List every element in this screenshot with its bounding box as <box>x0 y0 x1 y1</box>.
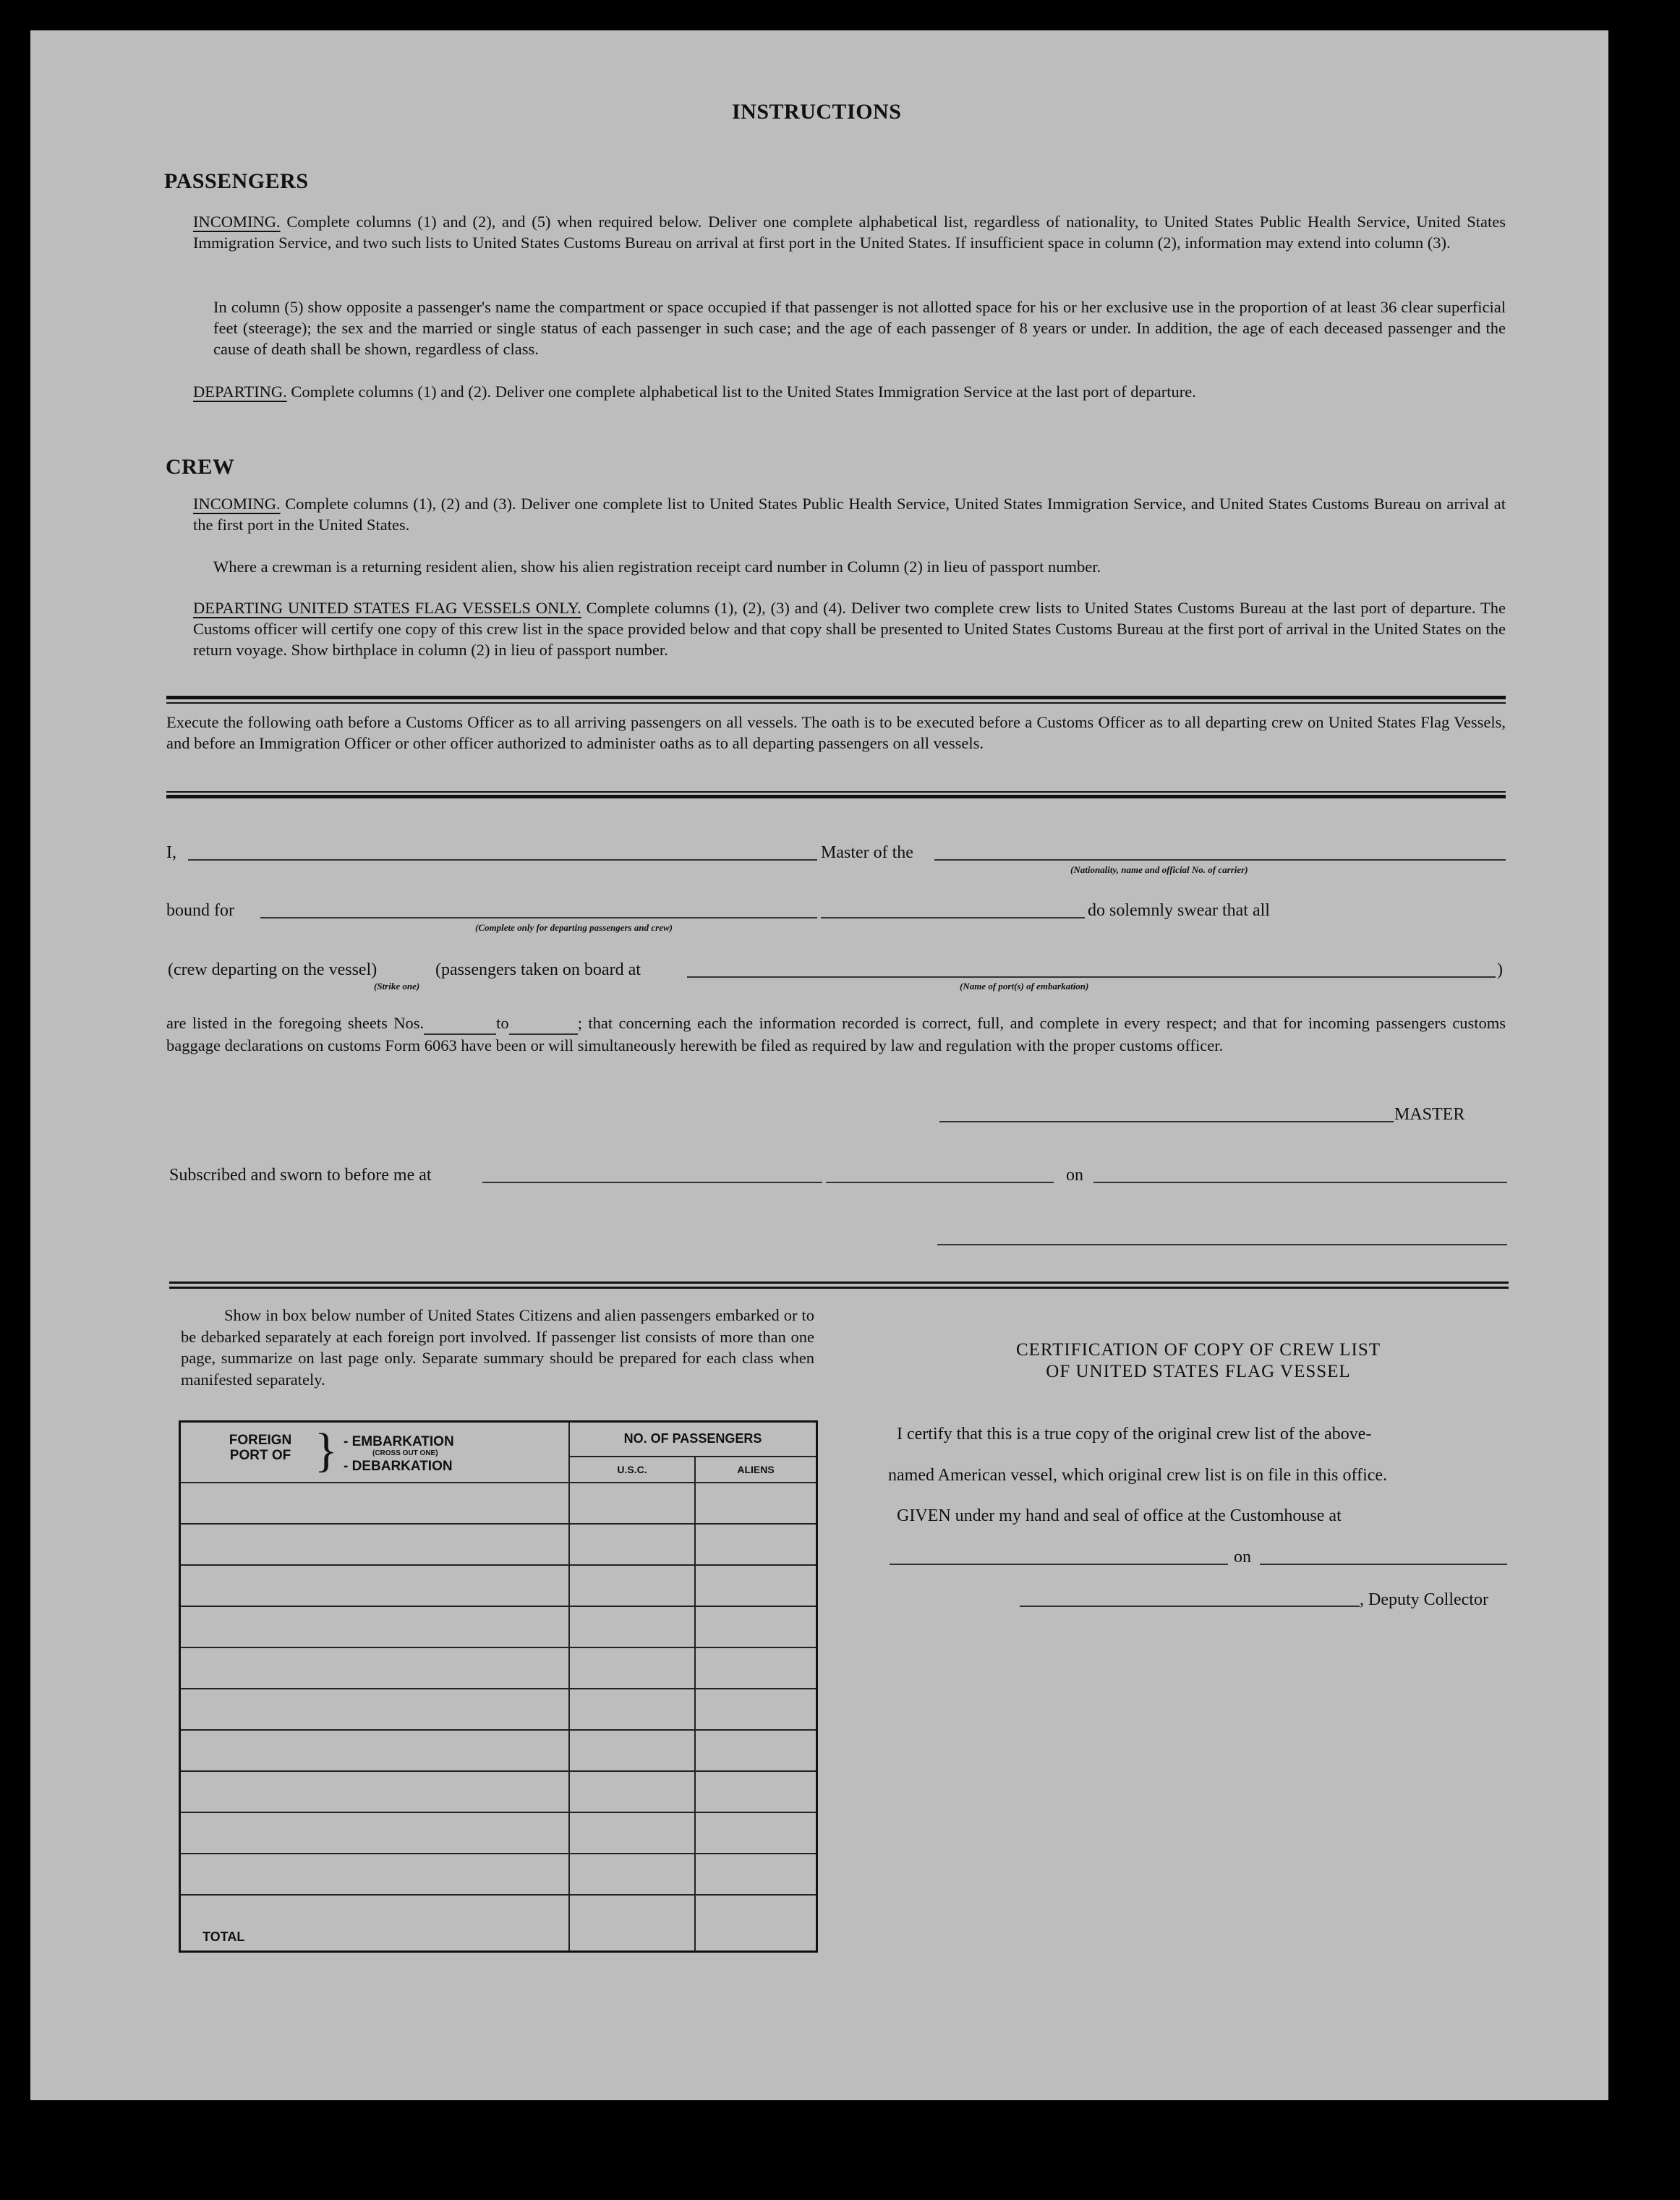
crew-incoming-label: INCOMING. <box>193 495 281 513</box>
divider-rule <box>169 1282 1509 1284</box>
port-header-cell <box>180 1422 570 1483</box>
sworn-place-field[interactable] <box>482 1182 822 1183</box>
vessel-name-field[interactable] <box>934 859 1506 861</box>
port-cell[interactable] <box>180 1730 570 1771</box>
aliens-total-cell[interactable] <box>695 1895 817 1952</box>
sheet-from-field[interactable] <box>424 1012 496 1035</box>
certification-title-line2: OF UNITED STATES FLAG VESSEL <box>1046 1362 1351 1381</box>
subscribed-label: Subscribed and sworn to before me at <box>169 1166 432 1185</box>
aliens-cell[interactable] <box>695 1730 817 1771</box>
ports-note: (Name of port(s) of embarkation) <box>960 981 1089 992</box>
debarkation-label: - DEBARKATION <box>344 1459 453 1474</box>
crew-departing-option[interactable]: (crew departing on the vessel) <box>168 960 378 979</box>
sworn-place-field-2[interactable] <box>826 1182 1054 1183</box>
port-cell[interactable] <box>180 1524 570 1565</box>
crew-incoming-paragraph <box>193 493 1506 535</box>
passengers-taken-option[interactable]: (passengers taken on board at <box>435 960 641 979</box>
bound-for-label: bound for <box>166 901 234 920</box>
aliens-cell[interactable] <box>695 1483 817 1524</box>
usc-total-cell[interactable] <box>569 1895 695 1952</box>
passengers-departing-text: Complete columns (1) and (2). Deliver one complete alphabetical list to the United States Immigration Service at the last port of departure. <box>286 383 1196 401</box>
given-text: GIVEN under my hand and seal of office at the Customhouse at <box>897 1506 1342 1525</box>
aliens-cell[interactable] <box>695 1524 817 1565</box>
divider-rule <box>166 791 1506 793</box>
aliens-cell[interactable] <box>695 1812 817 1854</box>
nationality-note: (Nationality, name and official No. of carrier) <box>1070 864 1248 875</box>
brace-glyph: } <box>315 1424 338 1477</box>
oath-instructions: Execute the following oath before a Customs Officer as to all arriving passengers on all vessels. The oath is to be executed before a Customs Officer as to all departing crew on United States Flag Vessels, and before an Immigration Officer or other officer authorized to administer oaths as to all departing passengers on all vessels. <box>166 713 1506 752</box>
passengers-departing-paragraph <box>193 381 1506 402</box>
crew-departing-paragraph <box>193 597 1506 660</box>
bound-for-field-2[interactable] <box>821 917 1085 918</box>
usc-cell[interactable] <box>569 1689 695 1730</box>
crew-incoming-text: Complete columns (1), (2) and (3). Deliver one complete list to United States Public Health Service, United States Immigration Service, and United States Customs Bureau on arrival at the first port in the United States. <box>193 495 1506 534</box>
aliens-cell[interactable] <box>695 1606 817 1647</box>
deputy-collector-label: , Deputy Collector <box>1360 1590 1488 1609</box>
usc-cell[interactable] <box>569 1854 695 1895</box>
port-cell[interactable] <box>180 1647 570 1689</box>
swear-text: do solemnly swear that all <box>1088 901 1270 920</box>
oath-listed-paragraph <box>166 1012 1506 1056</box>
bound-for-field[interactable] <box>260 917 817 918</box>
embarkation-label: - EMBARKATION <box>344 1434 454 1449</box>
crew-departing-label: DEPARTING UNITED STATES FLAG VESSELS ONLY. <box>193 599 581 617</box>
aliens-cell[interactable] <box>695 1689 817 1730</box>
passengers-incoming-paragraph <box>193 211 1506 253</box>
page-title: INSTRUCTIONS <box>732 100 902 124</box>
aliens-cell[interactable] <box>695 1647 817 1689</box>
total-label: TOTAL <box>180 1895 570 1952</box>
listed-prefix: are listed in the foregoing sheets Nos. <box>166 1014 425 1032</box>
port-cell[interactable] <box>180 1606 570 1647</box>
usc-cell[interactable] <box>569 1565 695 1606</box>
form-page <box>30 30 1608 2100</box>
usc-cell[interactable] <box>569 1606 695 1647</box>
port-cell[interactable] <box>180 1854 570 1895</box>
close-paren: ) <box>1497 960 1503 979</box>
officer-signature-field[interactable] <box>937 1244 1507 1245</box>
aliens-cell[interactable] <box>695 1771 817 1812</box>
no-passengers-header: NO. OF PASSENGERS <box>569 1422 817 1457</box>
usc-cell[interactable] <box>569 1483 695 1524</box>
certification-date-field[interactable] <box>1260 1564 1507 1565</box>
master-label: MASTER <box>1394 1105 1465 1124</box>
crew-resident-paragraph: Where a crewman is a returning resident alien, show his alien registration receipt card number in Column (2) in lieu of passport number. <box>213 558 1101 576</box>
certification-title <box>873 1339 1524 1383</box>
certify-line2: named American vessel, which original crew list is on file in this office. <box>888 1466 1388 1485</box>
port-cell[interactable] <box>180 1812 570 1854</box>
passengers-incoming-text: Complete columns (1) and (2), and (5) when required below. Deliver one complete alphabetical list, regardless of nationality, to United States Public Health Service, United States Immigration Service, and two such lists to United States Customs Bureau on arrival at first port in the United States. If insufficient space in column (2), information may extend into column (3). <box>193 213 1506 252</box>
crew-departing-text: Complete columns (1), (2), (3) and (4). Deliver two complete crew lists to United States Customs Bureau at the last port of departure. The Customs officer will certify one copy of this crew list in the space provided below and that copy shall be presented to United States Customs Bureau at the first port of arrival in the United States on the return voyage. Show birthplace in column (2) in lieu of passport number. <box>193 599 1506 659</box>
certification-on-label: on <box>1234 1548 1251 1566</box>
customhouse-field[interactable] <box>890 1564 1228 1565</box>
foreign-port-label: FOREIGN PORT OF <box>229 1433 292 1463</box>
passengers-heading: PASSENGERS <box>164 169 309 193</box>
embarkation-port-field[interactable] <box>687 976 1496 978</box>
summary-instructions: Show in box below number of United States Citizens and alien passengers embarked or to be debarked separately at each foreign port involved. If passenger list consists of more than one page, summarize on last page only. Separate summary should be prepared for each class when manifested separately. <box>181 1306 814 1389</box>
strike-one-note: (Strike one) <box>374 981 420 992</box>
usc-cell[interactable] <box>569 1730 695 1771</box>
port-cell[interactable] <box>180 1565 570 1606</box>
master-signature-field[interactable] <box>939 1121 1394 1122</box>
divider-rule <box>166 702 1506 704</box>
aliens-cell[interactable] <box>695 1854 817 1895</box>
listed-rest: ; that concerning each the information recorded is correct, full, and complete in every respect; and that for incoming passengers customs baggage declarations on customs Form 6063 have been or will simultaneously herewith be filed as required by law and regulation with the proper customs officer. <box>166 1014 1506 1054</box>
master-of-label: Master of the <box>821 843 913 862</box>
master-name-field[interactable] <box>188 859 817 861</box>
usc-cell[interactable] <box>569 1812 695 1854</box>
passengers-departing-label: DEPARTING. <box>193 383 287 401</box>
divider-rule <box>166 696 1506 699</box>
usc-cell[interactable] <box>569 1524 695 1565</box>
complete-only-note: (Complete only for departing passengers and crew) <box>475 922 673 933</box>
passengers-incoming-label: INCOMING. <box>193 213 281 231</box>
crew-heading: CREW <box>166 455 235 479</box>
certify-line1: I certify that this is a true copy of the original crew list of the above- <box>897 1425 1372 1444</box>
oath-i-label: I, <box>166 843 176 862</box>
passengers-column5-paragraph: In column (5) show opposite a passenger's name the compartment or space occupied if that passenger is not allotted space for his or her exclusive use in the proportion of at least 36 clear superficial feet (steerage); the sex and the married or single status of each passenger in such case; and the age of each passenger of 8 years or under. In addition, the age of each deceased passenger and the cause of death shall be shown, regardless of class. <box>213 298 1506 358</box>
usc-header: U.S.C. <box>569 1457 695 1483</box>
sheet-to-field[interactable] <box>509 1012 578 1035</box>
cross-out-note: (CROSS OUT ONE) <box>372 1449 438 1457</box>
sworn-date-field[interactable] <box>1093 1182 1507 1183</box>
usc-cell[interactable] <box>569 1647 695 1689</box>
aliens-header: ALIENS <box>695 1457 817 1483</box>
port-cell[interactable] <box>180 1483 570 1524</box>
port-cell[interactable] <box>180 1689 570 1730</box>
divider-rule <box>169 1287 1509 1289</box>
divider-rule <box>166 795 1506 798</box>
passenger-summary-table <box>179 1420 818 1953</box>
deputy-signature-field[interactable] <box>1020 1606 1360 1607</box>
sworn-on-label: on <box>1066 1166 1083 1185</box>
port-cell[interactable] <box>180 1771 570 1812</box>
usc-cell[interactable] <box>569 1771 695 1812</box>
listed-to: to <box>496 1014 509 1032</box>
aliens-cell[interactable] <box>695 1565 817 1606</box>
certification-title-line1: CERTIFICATION OF COPY OF CREW LIST <box>1015 1340 1381 1360</box>
